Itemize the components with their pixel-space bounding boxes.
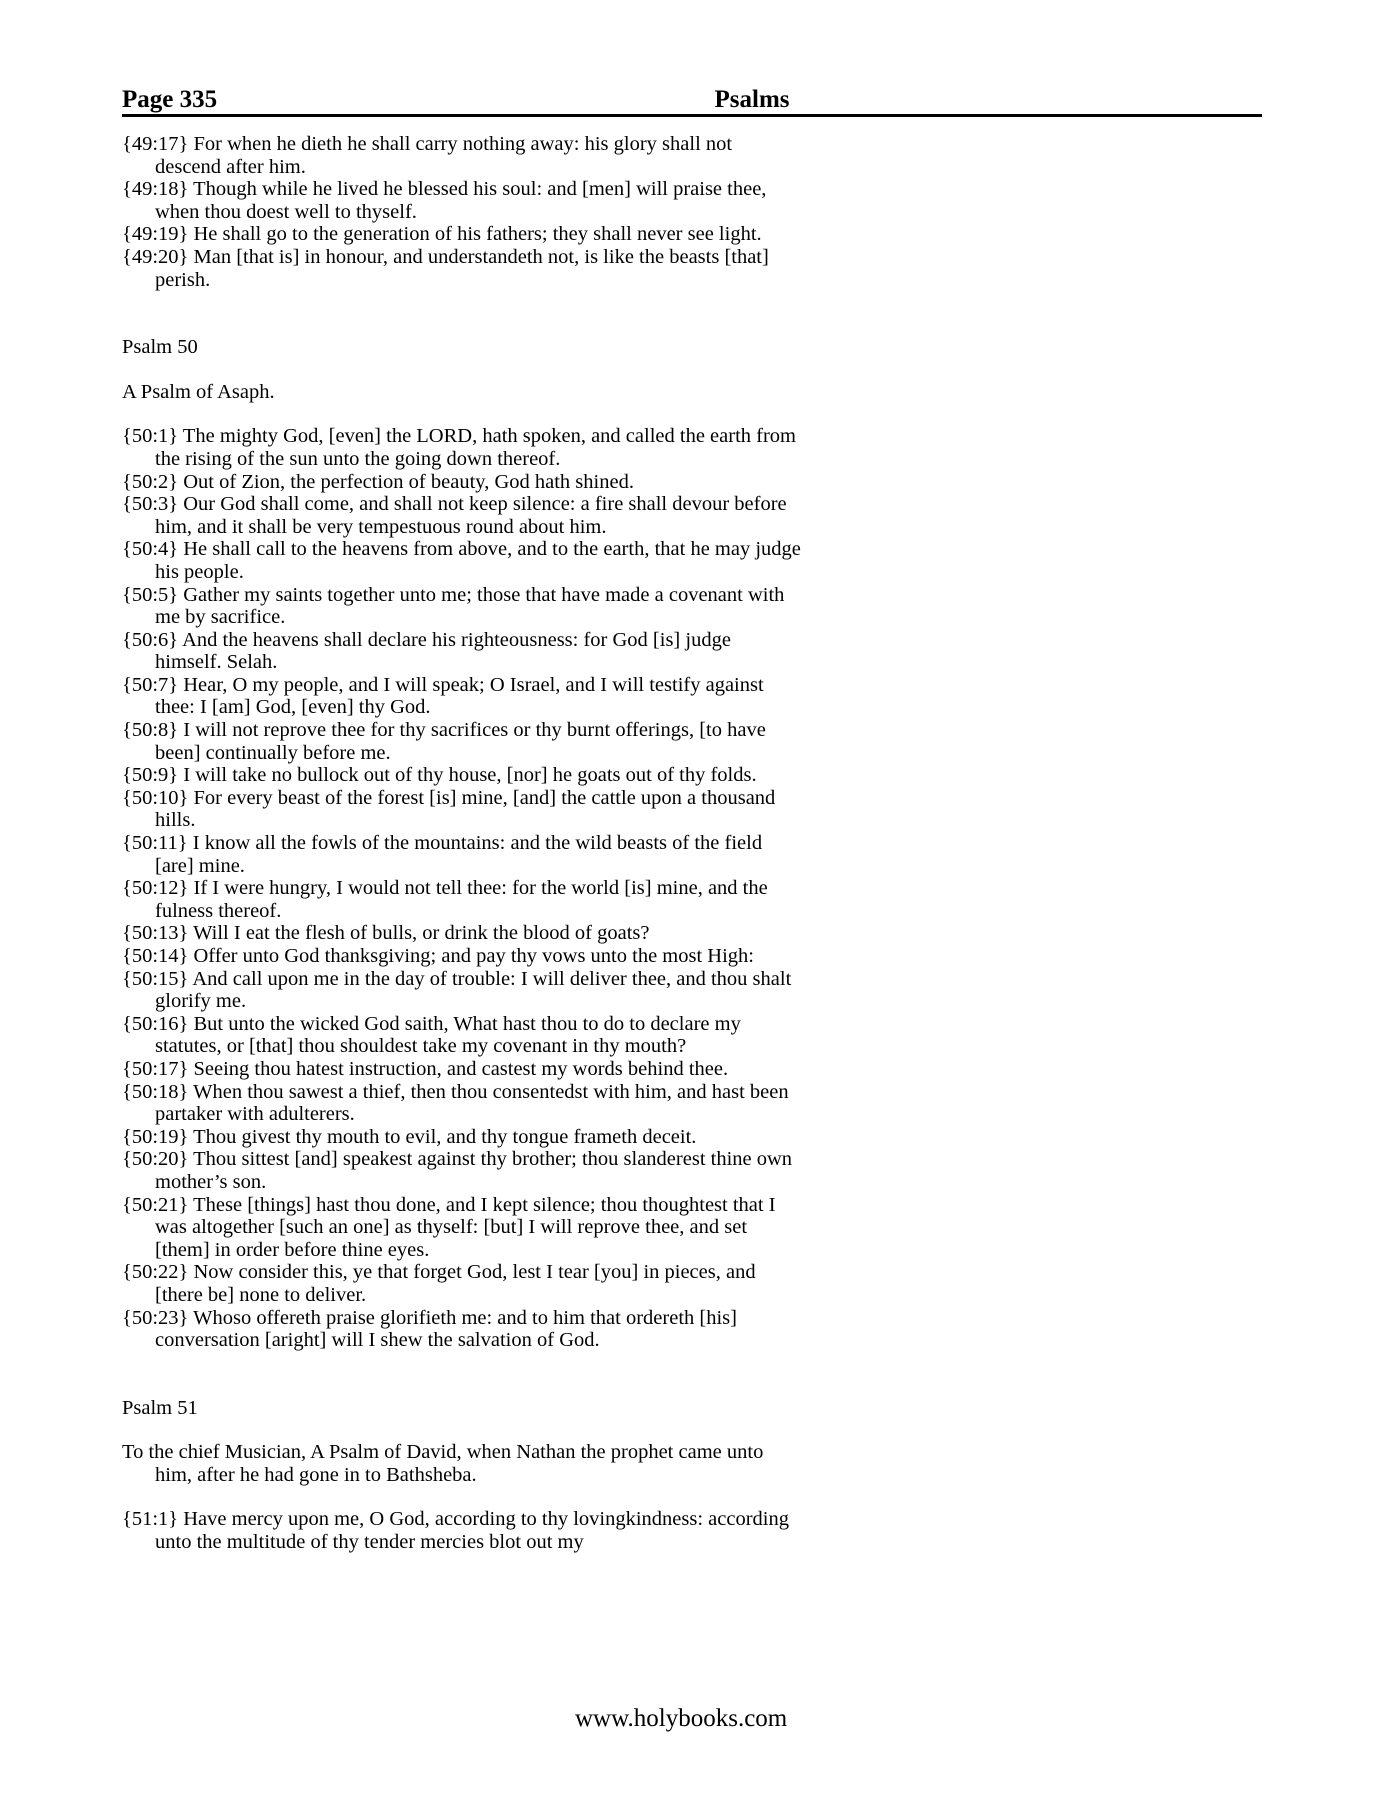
verse: {50:20} Thou sittest [and] speakest against thy brother; thou slanderest thine own mother’s son. — [122, 1148, 793, 1193]
verse: {50:19} Thou givest thy mouth to evil, and thy tongue frameth deceit. — [122, 1125, 697, 1148]
verse: {50:5} Gather my saints together unto me; those that have made a covenant with me by sacrifice. — [122, 583, 785, 629]
verse: {50:12} If I were hungry, I would not tell thee: for the world [is] mine, and the fulness thereof. — [122, 877, 768, 922]
page-content — [122, 133, 802, 1554]
verse: {50:16} But unto the wicked God saith, What hast thou to do to declare my statutes, or [that] thou shouldest take my covenant in thy mouth? — [122, 1012, 741, 1058]
verse: {50:13} Will I eat the flesh of bulls, or drink the blood of goats? — [122, 922, 650, 945]
verse: {50:8} I will not reprove thee for thy sacrifices or thy burnt offerings, [to have been] continually before me. — [122, 719, 766, 764]
verse: {51:1} Have mercy upon me, O God, according to thy lovingkindness: according unto the multitude of thy tender mercies blot out my — [122, 1508, 789, 1554]
verse: {50:1} The mighty God, [even] the LORD, hath spoken, and called the earth from the rising of the sun unto the going down thereof. — [122, 425, 796, 470]
verse: {49:18} Though while he lived he blessed his soul: and [men] will praise thee, when thou doest well to thyself. — [122, 178, 767, 223]
psalm-50-subtitle: A Psalm of Asaph. — [122, 380, 275, 403]
psalm-49-verses — [122, 133, 802, 291]
verse: {50:6} And the heavens shall declare his righteousness: for God [is] judge himself. Selah. — [122, 628, 731, 674]
verse: {50:15} And call upon me in the day of trouble: I will deliver thee, and thou shalt glorify me. — [122, 967, 792, 1013]
footer-url: www.holybooks.com — [575, 1705, 788, 1732]
psalm-51-subtitle: To the chief Musician, A Psalm of David, when Nathan the prophet came unto him, after he had gone in to Bathsheba. — [122, 1441, 764, 1486]
verse: {50:2} Out of Zion, the perfection of beauty, God hath shined. — [122, 470, 634, 493]
verse: {50:23} Whoso offereth praise glorifieth me: and to him that ordereth [his] conversation [aright] will I shew the salvation of God. — [122, 1306, 737, 1352]
psalm-50-heading: Psalm 50 — [122, 336, 198, 359]
verse: {50:18} When thou sawest a thief, then thou consentedst with him, and hast been partaker with adulterers. — [122, 1080, 789, 1126]
verse: {49:17} For when he dieth he shall carry nothing away: his glory shall not descend after him. — [122, 133, 733, 178]
verse: {50:4} He shall call to the heavens from above, and to the earth, that he may judge his people. — [122, 538, 801, 583]
book-title: Psalms — [714, 86, 790, 113]
page-number: Page 335 — [122, 86, 218, 113]
verse: {50:7} Hear, O my people, and I will speak; O Israel, and I will testify against thee: I [am] God, [even] thy God. — [122, 673, 764, 719]
verse: {50:11} I know all the fowls of the mountains: and the wild beasts of the field [are] mine. — [122, 832, 763, 877]
verse: {50:9} I will take no bullock out of thy house, [nor] he goats out of thy folds. — [122, 764, 757, 787]
verse: {49:20} Man [that is] in honour, and understandeth not, is like the beasts [that] perish. — [122, 245, 769, 291]
verse: {49:19} He shall go to the generation of his fathers; they shall never see light. — [122, 223, 762, 246]
page-header — [122, 84, 1262, 117]
psalm-50-verses — [122, 425, 802, 1351]
verse: {50:22} Now consider this, ye that forget God, lest I tear [you] in pieces, and [there be] none to deliver. — [122, 1261, 756, 1306]
verse: {50:14} Offer unto God thanksgiving; and pay thy vows unto the most High: — [122, 945, 754, 967]
psalm-51-heading: Psalm 51 — [122, 1396, 198, 1419]
verse: {50:3} Our God shall come, and shall not keep silence: a fire shall devour before him, and it shall be very tempestuous round about him. — [122, 493, 787, 538]
verse: {50:21} These [things] hast thou done, and I kept silence; thou thoughtest that I was altogether [such an one] as thyself: [but] I will reprove thee, and set [them] in order before thine eyes. — [122, 1193, 776, 1261]
verse: {50:17} Seeing thou hatest instruction, and castest my words behind thee. — [122, 1057, 729, 1080]
verse: {50:10} For every beast of the forest [is] mine, [and] the cattle upon a thousand hills. — [122, 786, 776, 832]
